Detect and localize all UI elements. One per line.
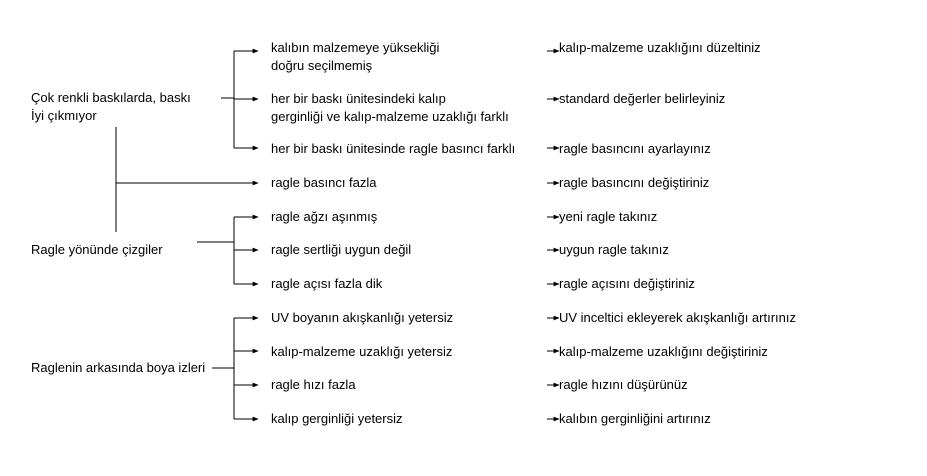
solution-label: ragle hızını düşürünüz [559, 377, 688, 392]
solution-label: ragle basıncını ayarlayınız [559, 141, 711, 156]
solution-label: UV inceltici ekleyerek akışkanlığı artırınız [559, 310, 796, 325]
cause-label: ragle hızı fazla [271, 377, 356, 392]
cause-label: ragle ağzı aşınmış [271, 209, 378, 224]
solution-label: uygun ragle takınız [559, 242, 669, 257]
solution-label: kalıp-malzeme uzaklığını değiştiriniz [559, 344, 768, 359]
cause-label: UV boyanın akışkanlığı yetersiz [271, 310, 454, 325]
solution-label: ragle basıncını değiştiriniz [559, 175, 710, 190]
cause-label: kalıbın malzemeye yüksekliği [271, 40, 440, 55]
solution-label: standard değerler belirleyiniz [559, 91, 726, 106]
cause-label: doğru seçilmemiş [271, 58, 373, 73]
cause-label: her bir baskı ünitesindeki kalıp [271, 91, 446, 106]
cause-label: kalıp gerginliği yetersiz [271, 411, 403, 426]
cause-label: ragle basıncı fazla [271, 175, 377, 190]
cause-label: kalıp-malzeme uzaklığı yetersiz [271, 344, 453, 359]
problem-label: İyi çıkmıyor [31, 108, 97, 123]
cause-label: ragle sertliği uygun değil [271, 242, 412, 257]
cause-label: ragle açısı fazla dik [271, 276, 383, 291]
solution-label: kalıp-malzeme uzaklığını düzeltiniz [559, 40, 761, 55]
problem-label: Raglenin arkasında boya izleri [31, 360, 206, 375]
solution-label: yeni ragle takınız [559, 209, 658, 224]
problem-label: Ragle yönünde çizgiler [31, 242, 163, 257]
cause-label: her bir baskı ünitesinde ragle basıncı farklı [271, 141, 516, 156]
problem-label: Çok renkli baskılarda, baskı [31, 90, 191, 105]
cause-label: gerginliği ve kalıp-malzeme uzaklığı farklı [271, 109, 509, 124]
solution-label: kalıbın gerginliğini artırınız [559, 411, 711, 426]
solution-label: ragle açısını değiştiriniz [559, 276, 695, 291]
